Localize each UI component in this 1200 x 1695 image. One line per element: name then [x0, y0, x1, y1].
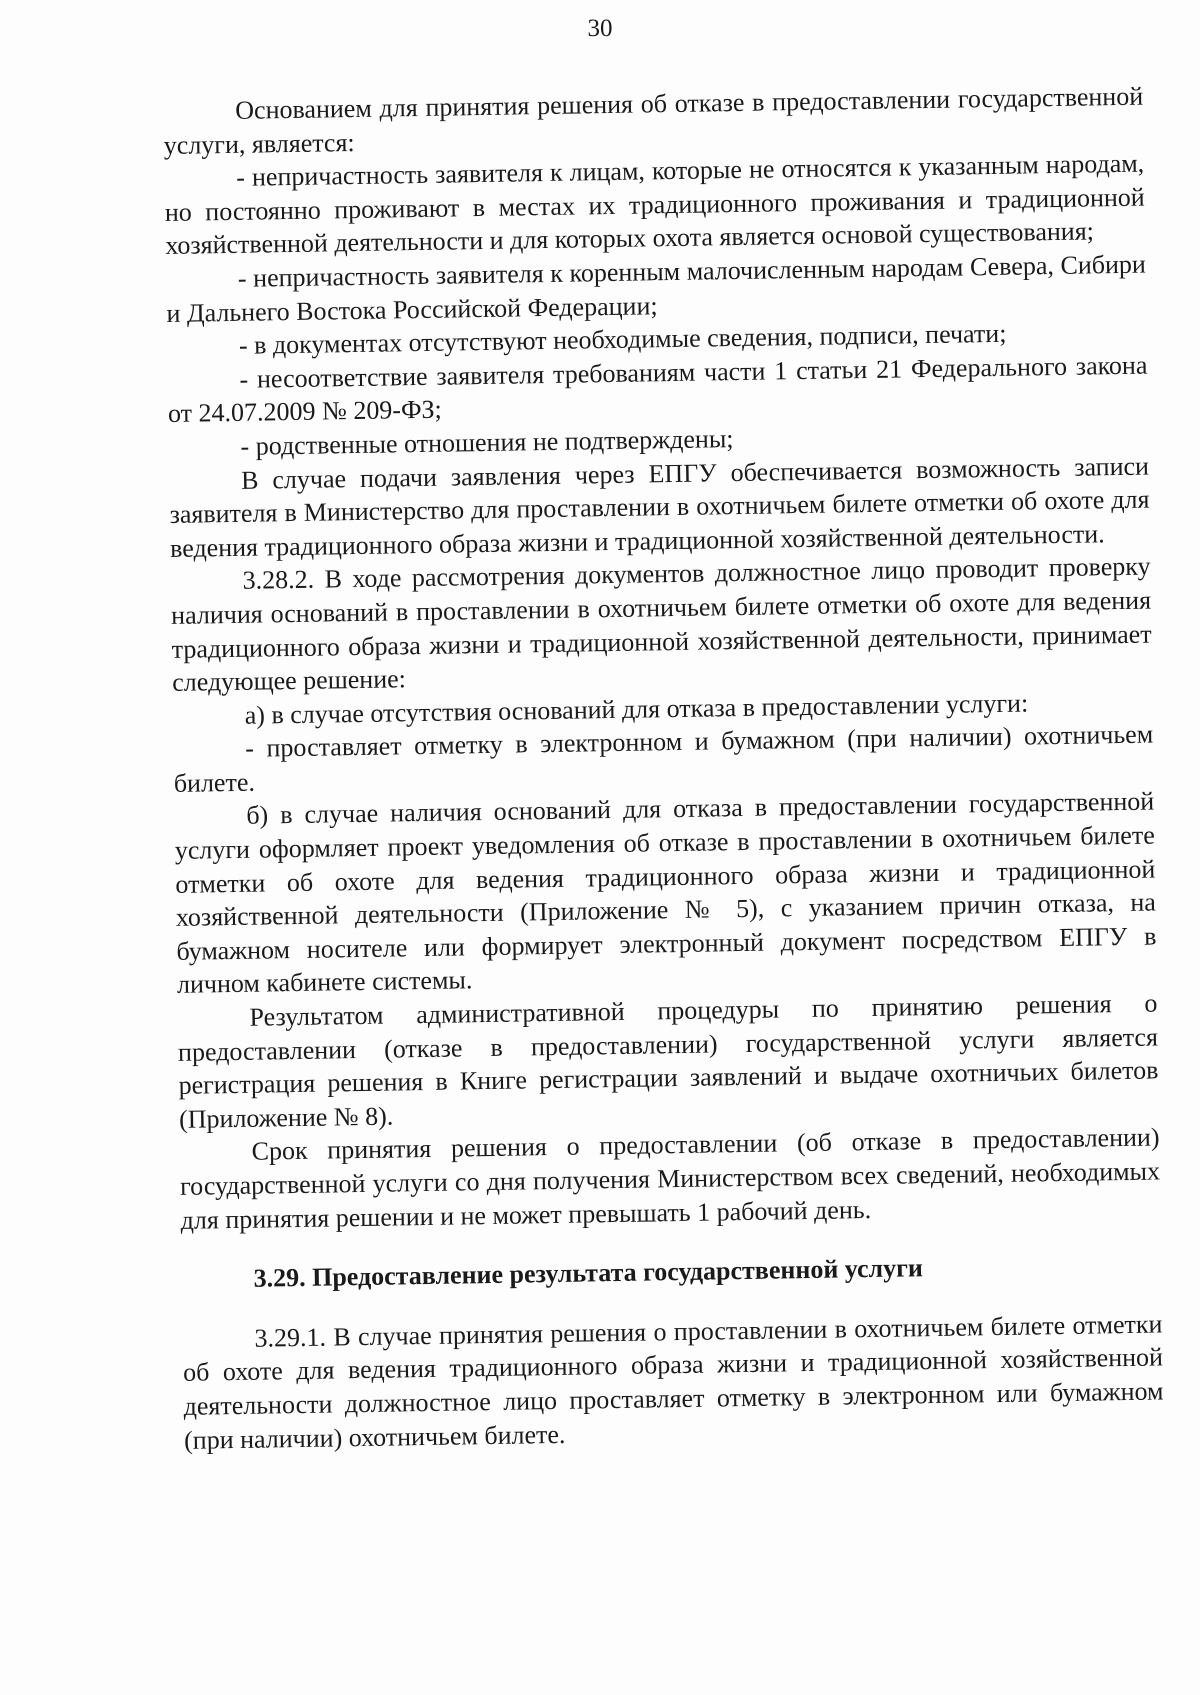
paragraph-ground-missing-info: - в документах отсутствуют необходимые сведения, подписи, печати; [238, 318, 1007, 360]
paragraph-case-a: а) в случае отсутствия оснований для отказа в предоставлении услуги: [244, 688, 1029, 730]
document-body [163, 80, 1164, 1457]
page-number: 30 [587, 15, 613, 42]
paragraph-decision-deadline: Срок принятия решения о предоставлении (об отказе в предоставлении) государственной услуги со дня получения Министерством всех сведений, необходимых для принятия решении и не может превышать 1 рабочий день. [179, 1122, 1161, 1235]
paragraph-3-29-1: 3.29.1. В случае принятия решения о проставлении в охотничьем билете отметки об охоте для ведения традиционного образа жизни и традиционной хозяйственной деятельности должностное лицо проставляет отметку в электронном или бумажном (при наличии) охотничьем билете. [182, 1309, 1164, 1455]
paragraph-ground-kinship: - родственные отношения не подтверждены; [240, 424, 734, 461]
paragraph-epgu-appointment: В случае подачи заявления через ЕПГУ обеспечивается возможность записи заявителя в Министерство для проставлении в охотничьем билете отметки об охоте для ведения традиционного образа жизни и традиционной хозяйственной деятельности. [169, 451, 1150, 563]
section-heading-3-29: 3.29. Предоставление результата государственной услуги [253, 1253, 924, 1293]
paragraph-3-28-2: 3.28.2. В ходе рассмотрения документов должностное лицо проводит проверку наличия оснований в проставлении в охотничьем билете отметки об охоте для ведения традиционного образа жизни и традиционной хозяйственной деятельности, принимает следующее решение: [170, 551, 1152, 698]
paragraph-ground-not-related-persons: - непричастность заявителя к лицам, которые не относятся к указанным народам, но постоянно проживают в местах их традиционного проживания и традиционной хозяйственной деятельности и для которых охота является основой существования; [164, 148, 1145, 261]
paragraph-case-a-action: - проставляет отметку в электронном и бумажном (при наличии) охотничьем билете. [173, 719, 1154, 798]
paragraph-ground-law-mismatch: - несоответствие заявителя требованиям части 1 статьи 21 Федерального закона от 24.07.2009 № 209-ФЗ; [167, 350, 1148, 429]
paragraph-procedure-result: Результатом административной процедуры по принятию решения о предоставлении (отказе в предоставлении) государственной услуги является регистрация решения в Книге регистрации заявлений и выдаче охотничьих билетов (Приложение № 8). [177, 988, 1159, 1134]
paragraph-ground-not-indigenous: - непричастность заявителя к коренным малочисленным народам Севера, Сибири и Дальнего Востока Российской Федерации; [166, 249, 1147, 328]
paragraph-refusal-grounds-intro: Основанием для принятия решения об отказе в предоставлении государственной услуги, является: [163, 81, 1144, 160]
paragraph-case-b: б) в случае наличия оснований для отказа в предоставлении государственной услуги оформляет проект уведомления об отказе в проставлении в охотничьем билете отметки об охоте для ведения традиционного образа жизни и традиционной хозяйственной деятельности (Приложение № 5), с указанием причин отказа, на бумажном носителе или формирует электронный документ посредством ЕПГУ в личном кабинете системы. [174, 786, 1157, 1000]
